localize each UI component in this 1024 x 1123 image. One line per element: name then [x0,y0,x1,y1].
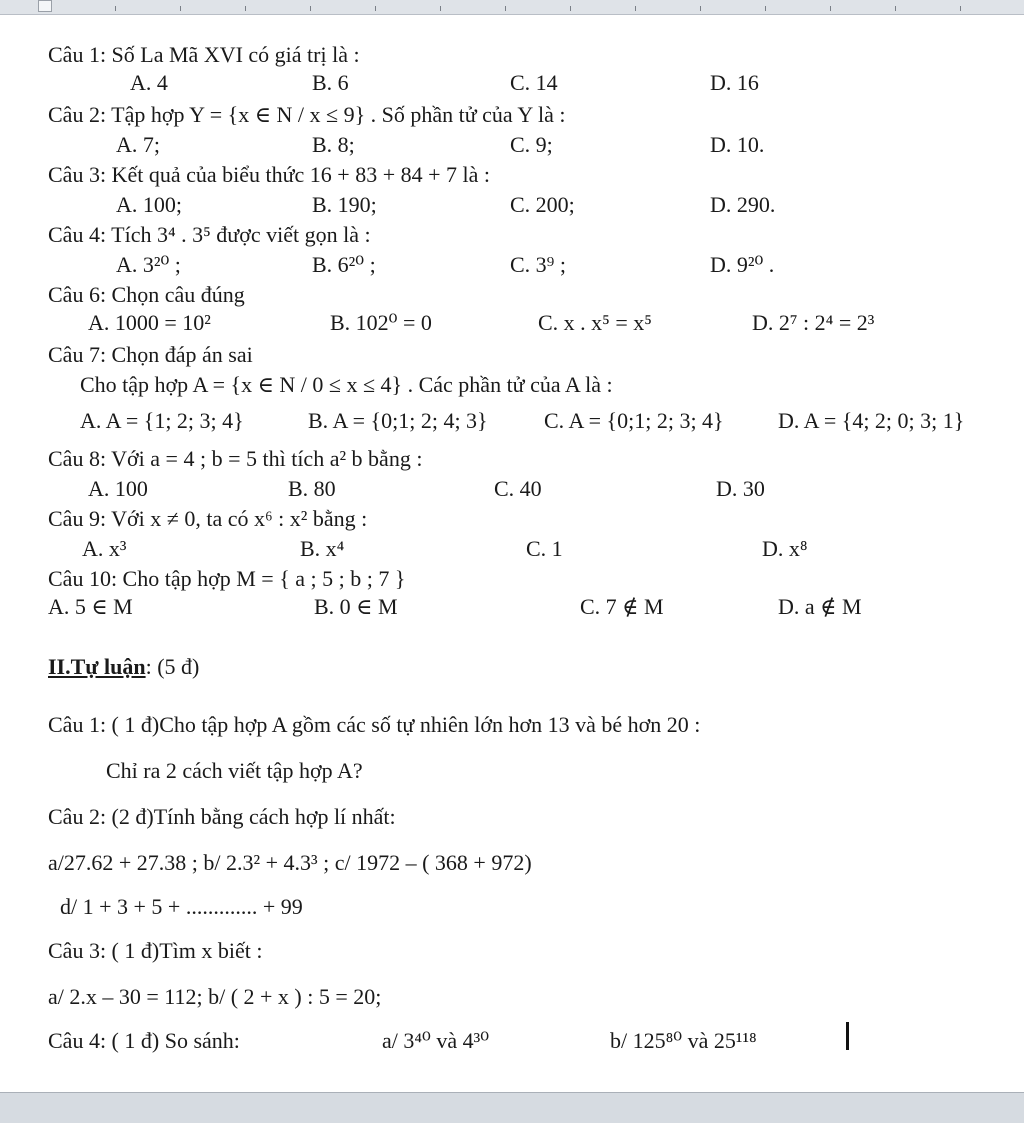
ruler-tick [310,6,311,11]
essay-heading: II.Tự luận [48,654,146,679]
q10-option-c: C. 7 ∉ M [580,594,664,619]
q3-option-b: B. 190; [312,192,377,217]
ruler-tick [700,6,701,11]
q7-option-c: C. A = {0;1; 2; 3; 4} [544,408,724,433]
q7-option-a: A. A = {1; 2; 3; 4} [80,408,244,433]
document-page[interactable] [0,14,1024,1092]
q1-option-c: C. 14 [510,70,558,95]
q10-option-a: A. 5 ∈ M [48,594,133,619]
essay-heading-line [48,654,199,680]
q9-option-a: A. x³ [82,536,127,561]
q10-option-d: D. a ∉ M [778,594,862,619]
q1-option-d: D. 16 [710,70,759,95]
essay-q3-parts: a/ 2.x – 30 = 112; b/ ( 2 + x ) : 5 = 20; [48,984,382,1009]
q6-option-a: A. 1000 = 10² [88,310,211,335]
q9-option-c: C. 1 [526,536,563,561]
essay-q1-subtext: Chỉ ra 2 cách viết tập hợp A? [106,758,363,783]
question-7: Câu 7: Chọn đáp án sai [48,342,253,367]
ruler-tick [245,6,246,11]
q1-option-a: A. 4 [130,70,168,95]
ruler-tick [375,6,376,11]
q7-option-d: D. A = {4; 2; 0; 3; 1} [778,408,965,433]
q6-option-c: C. x . x⁵ = x⁵ [538,310,652,335]
essay-q2-part-d: d/ 1 + 3 + 5 + ............. + 99 [60,894,303,919]
essay-question-4: Câu 4: ( 1 đ) So sánh: [48,1028,240,1053]
q8-option-a: A. 100 [88,476,148,501]
question-3: Câu 3: Kết quả của biểu thức 16 + 83 + 84 + 7 là : [48,162,490,187]
q8-option-b: B. 80 [288,476,336,501]
ruler-tick [570,6,571,11]
q9-option-b: B. x⁴ [300,536,345,561]
essay-q4-compare-a: a/ 3⁴⁰ và 4³⁰ [382,1028,490,1053]
text-cursor [846,1022,849,1050]
horizontal-ruler[interactable] [0,0,1024,15]
ruler-tick [440,6,441,11]
essay-question-2: Câu 2: (2 đ)Tính bằng cách hợp lí nhất: [48,804,396,829]
essay-q2-parts-abc: a/27.62 + 27.38 ; b/ 2.3² + 4.3³ ; c/ 1972 – ( 368 + 972) [48,850,532,875]
ruler-tick [895,6,896,11]
ruler-tick [765,6,766,11]
q3-option-c: C. 200; [510,192,575,217]
q1-option-b: B. 6 [312,70,349,95]
ruler-indent-marker[interactable] [38,0,52,12]
question-4: Câu 4: Tích 3⁴ . 3⁵ được viết gọn là : [48,222,371,247]
q2-option-d: D. 10. [710,132,765,157]
essay-q4-compare-b: b/ 125⁸⁰ và 25¹¹⁸ [610,1028,757,1053]
q2-option-a: A. 7; [116,132,160,157]
q2-option-c: C. 9; [510,132,553,157]
essay-heading-points: : (5 đ) [145,654,200,679]
q4-option-b: B. 6²⁰ ; [312,252,376,277]
ruler-tick [635,6,636,11]
q6-option-b: B. 102⁰ = 0 [330,310,432,335]
q3-option-d: D. 290. [710,192,776,217]
q4-option-c: C. 3⁹ ; [510,252,566,277]
question-6: Câu 6: Chọn câu đúng [48,282,245,307]
ruler-tick [115,6,116,11]
question-9: Câu 9: Với x ≠ 0, ta có x⁶ : x² bằng : [48,506,368,531]
ruler-tick [960,6,961,11]
q8-option-c: C. 40 [494,476,542,501]
q6-option-d: D. 2⁷ : 2⁴ = 2³ [752,310,875,335]
q3-option-a: A. 100; [116,192,182,217]
ruler-tick [505,6,506,11]
q4-option-a: A. 3²⁰ ; [116,252,181,277]
status-bar [0,1092,1024,1123]
question-10: Câu 10: Cho tập hợp M = { a ; 5 ; b ; 7 } [48,566,406,591]
essay-question-3: Câu 3: ( 1 đ)Tìm x biết : [48,938,263,963]
ruler-tick [830,6,831,11]
ruler-tick [180,6,181,11]
q7-subtext: Cho tập hợp A = {x ∈ N / 0 ≤ x ≤ 4} . Các phần tử của A là : [80,372,613,397]
question-8: Câu 8: Với a = 4 ; b = 5 thì tích a² b bằng : [48,446,423,471]
question-2: Câu 2: Tập hợp Y = {x ∈ N / x ≤ 9} . Số phần tử của Y là : [48,102,566,127]
q2-option-b: B. 8; [312,132,355,157]
q7-option-b: B. A = {0;1; 2; 4; 3} [308,408,488,433]
q10-option-b: B. 0 ∈ M [314,594,398,619]
essay-question-1: Câu 1: ( 1 đ)Cho tập hợp A gồm các số tự nhiên lớn hơn 13 và bé hơn 20 : [48,712,701,737]
q4-option-d: D. 9²⁰ . [710,252,775,277]
q9-option-d: D. x⁸ [762,536,808,561]
q8-option-d: D. 30 [716,476,765,501]
question-1: Câu 1: Số La Mã XVI có giá trị là : [48,42,360,67]
